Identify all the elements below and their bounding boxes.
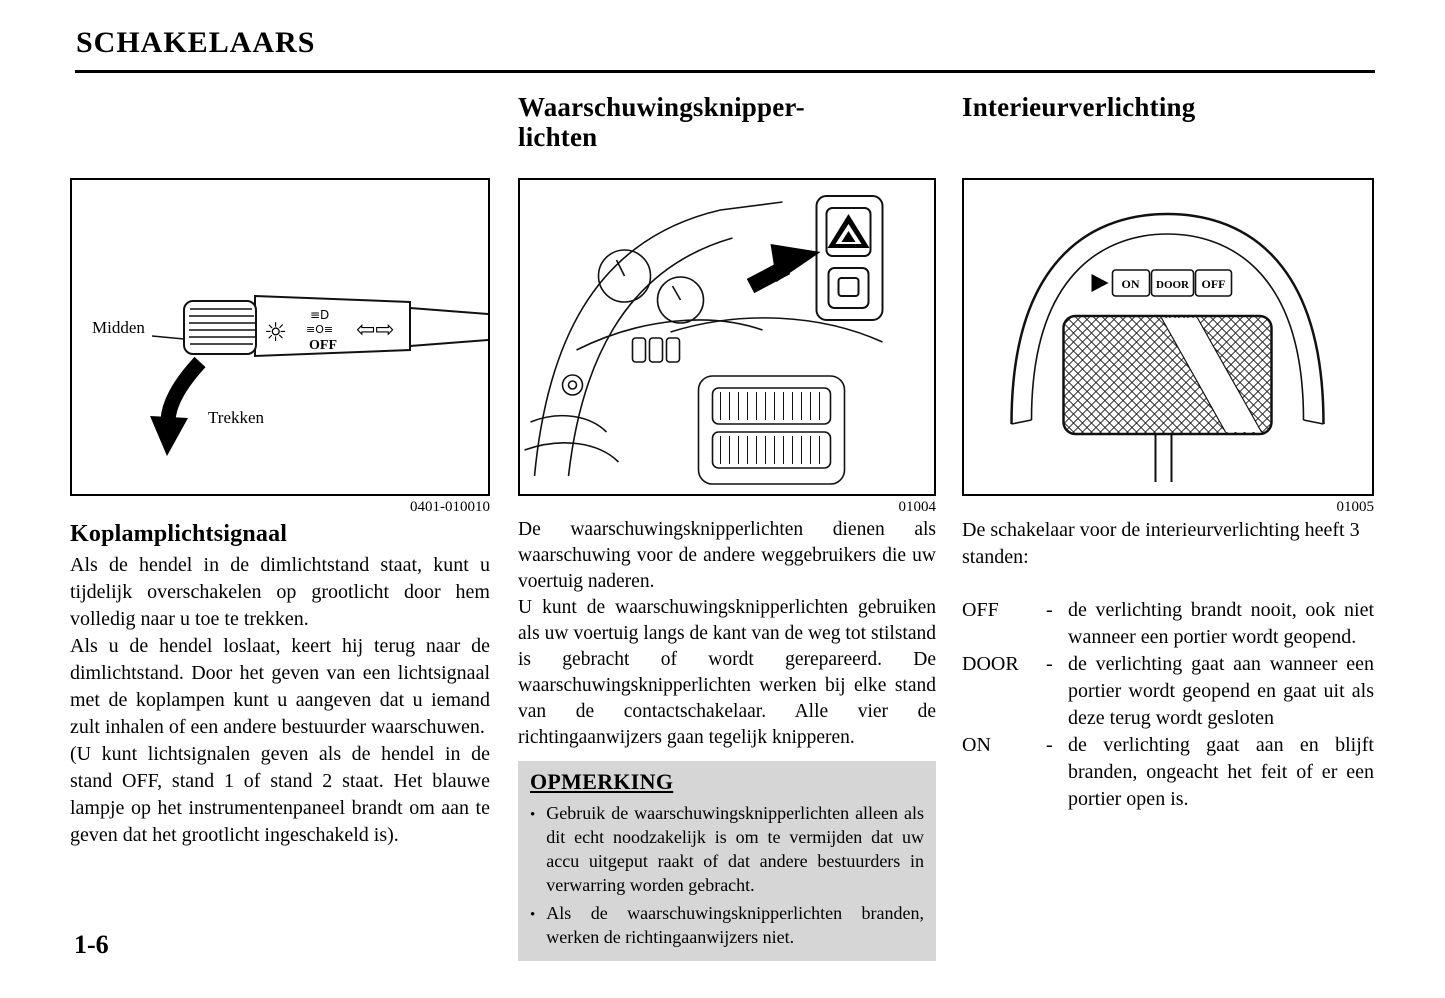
figure-headlight-stalk bbox=[70, 178, 490, 496]
mode-term: DOOR bbox=[962, 653, 1019, 675]
high-beam-icon: ≡D bbox=[310, 308, 330, 322]
left-column-head-spacer bbox=[70, 92, 490, 178]
header-divider bbox=[75, 70, 1375, 73]
note-title: OPMERKING bbox=[530, 769, 674, 794]
right-column-head bbox=[962, 92, 1374, 178]
heading-line-2: lichten bbox=[518, 122, 598, 153]
page-number: 1-6 bbox=[74, 930, 109, 959]
page-title: SCHAKELAARS bbox=[76, 26, 316, 59]
mode-dash: - bbox=[1046, 599, 1053, 621]
left-column bbox=[70, 92, 490, 849]
switch-intro: De schakelaar voor de interieurverlichting heeft 3 standen: bbox=[962, 519, 1360, 568]
note-item bbox=[530, 901, 924, 949]
mode-dash: - bbox=[1046, 734, 1053, 756]
middle-column bbox=[518, 92, 936, 961]
mode-desc: de verlichting gaat aan wanneer een portier wordt geopend en gaat uit als deze terug wordt gesloten bbox=[1068, 653, 1374, 729]
dashboard-hazard-illustration bbox=[520, 180, 934, 494]
mode-term: ON bbox=[962, 734, 991, 756]
mode-item-on bbox=[962, 732, 1374, 813]
center-console-vents bbox=[699, 376, 845, 484]
mode-item-door bbox=[962, 651, 1374, 732]
mode-term: OFF bbox=[962, 599, 999, 621]
bullet-icon: • bbox=[530, 807, 536, 823]
right-column bbox=[962, 92, 1374, 813]
note-item bbox=[530, 801, 924, 897]
dome-lens bbox=[1064, 316, 1272, 434]
hazard-switch-panel bbox=[817, 196, 883, 320]
paragraph: De waarschuwingsknipperlichten dienen als waarschuwing voor de andere weggebruikers die uw voertuig naderen. bbox=[518, 519, 936, 592]
label-midden: Midden bbox=[92, 318, 145, 337]
turn-signal-arrows-icon: ⇦⇨ bbox=[356, 317, 395, 343]
note-text: Als de waarschuwingsknipperlichten branden, werken de richtingaanwijzers niet. bbox=[546, 903, 924, 947]
stalk-shaft bbox=[410, 308, 488, 346]
heading-line-1: Waarschuwingsknipper- bbox=[518, 92, 805, 122]
dome-light-illustration bbox=[964, 180, 1372, 494]
figure-interior-light bbox=[962, 178, 1374, 496]
paragraph: U kunt de waarschuwingsknipperlichten gebruiken als uw voertuig langs de kant van de weg tot stilstand is gebracht of wordt gerepareerd. De waarschuwingsknipperlichten werken bij elke stand van de contactschakelaar. Alle vier de richtingaanwijzers gaan tegelijk knipperen. bbox=[518, 597, 936, 748]
middle-column-head bbox=[518, 92, 936, 178]
note-list bbox=[530, 801, 924, 949]
dome-on-label: ON bbox=[1121, 277, 1140, 291]
dome-switch-row bbox=[1092, 270, 1232, 296]
paragraph: Als de hendel in de dimlichtstand staat, kunt u tijdelijk overschakelen op grootlicht door hem volledig naar u toe te trekken. bbox=[70, 554, 490, 630]
pull-direction-arrow-icon bbox=[150, 362, 200, 456]
mode-item-off bbox=[962, 597, 1374, 651]
dome-off-label: OFF bbox=[1201, 277, 1226, 291]
figure-caption-middle: 01004 bbox=[898, 499, 936, 515]
section-heading-waarschuwingsknipperlichten bbox=[518, 92, 936, 152]
figure-caption-right: 01005 bbox=[1336, 499, 1374, 515]
label-trekken: Trekken bbox=[208, 408, 265, 427]
dome-door-label: DOOR bbox=[1156, 279, 1189, 291]
note-text: Gebruik de waarschuwingsknipperlichten alleen als dit echt noodzakelijk is om te vermijden dat uw accu uitgeput raakt of dat andere bestuurders in verwarring worden gebracht. bbox=[546, 803, 924, 895]
dome-stem bbox=[1156, 434, 1172, 482]
bullet-icon: • bbox=[530, 907, 536, 923]
section-heading-koplamplichtsignaal: Koplamplichtsignaal bbox=[70, 521, 288, 547]
section-heading-interieurverlichting: Interieurverlichting bbox=[962, 92, 1196, 122]
switch-pointer-icon bbox=[1092, 274, 1109, 292]
figure-hazard-switch bbox=[518, 178, 936, 496]
mode-dash: - bbox=[1046, 653, 1053, 675]
headlight-stalk-illustration bbox=[72, 180, 488, 494]
light-switch-icon: ☼ bbox=[264, 318, 288, 348]
note-box bbox=[518, 761, 936, 961]
paragraph: Als u de hendel loslaat, keert hij terug naar de dimlichtstand. Door het geven van een lichtsignaal met de koplampen kunt u aangeven dat u iemand zult inhalen of een andere bestuurder waarschuwen. bbox=[70, 635, 490, 738]
mode-desc: de verlichting gaat aan en blijft branden, ongeacht het feit of er een portier open is. bbox=[1068, 734, 1374, 810]
paragraph: (U kunt lichtsignalen geven als de hendel in de stand OFF, stand 1 of stand 2 staat. Het blauwe lampje op het instrumentenpaneel brandt om aan te geven dat het grootlicht ingeschakeld is). bbox=[70, 743, 490, 846]
parking-light-icon: ≡O≡ bbox=[306, 323, 334, 336]
pointer-arrow-icon bbox=[751, 244, 821, 286]
figure-caption-left: 0401-010010 bbox=[410, 499, 490, 515]
stalk-off-label: OFF bbox=[309, 338, 337, 353]
midden-leader-line bbox=[152, 336, 184, 339]
mode-desc: de verlichting brandt nooit, ook niet wanneer een portier wordt geopend. bbox=[1068, 599, 1374, 648]
